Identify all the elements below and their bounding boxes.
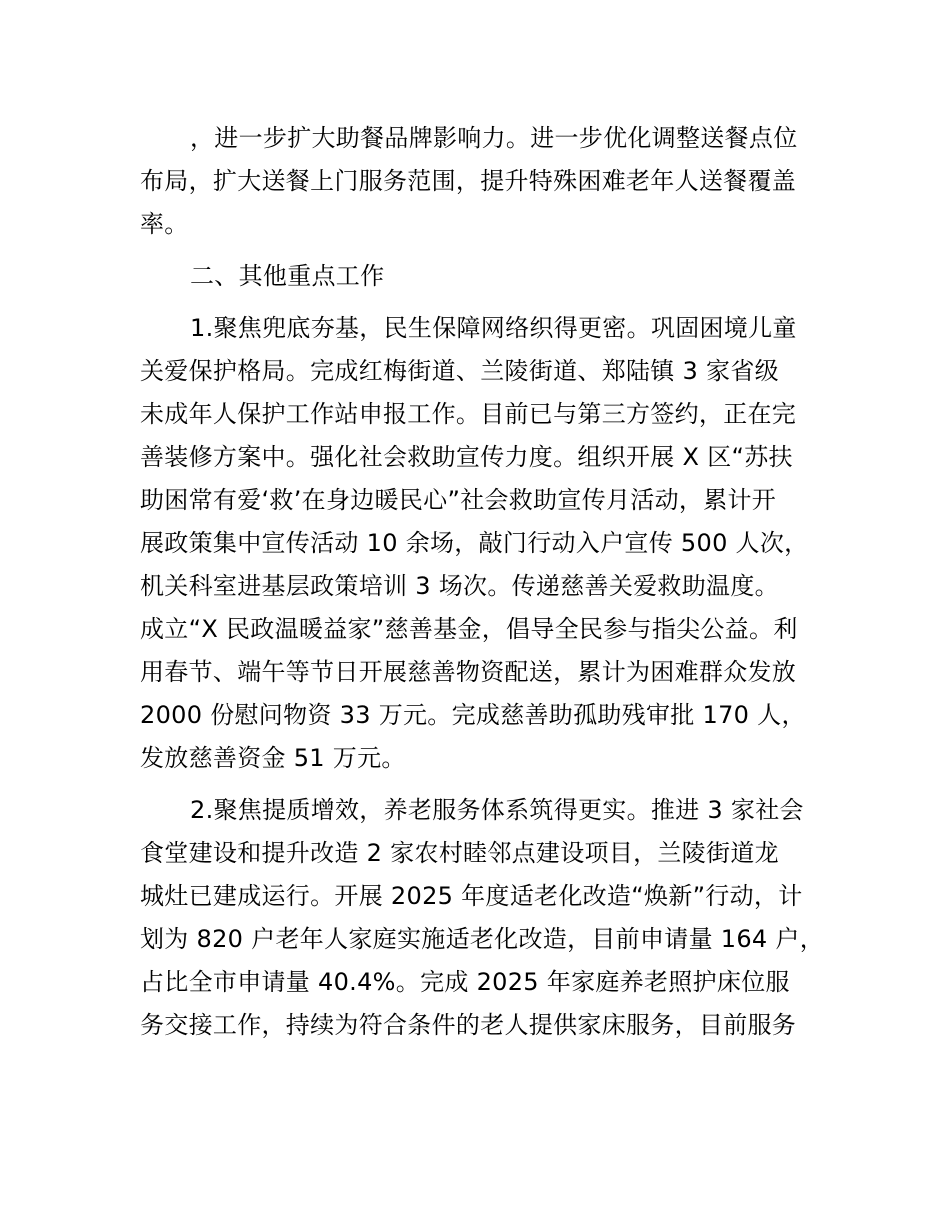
text-line: 率。 [140, 210, 189, 238]
text-line: 城灶已建成运行。开展 2025 年度适老化改造“焕新”行动，计 [140, 882, 803, 910]
section-heading [140, 255, 820, 298]
text-line: 占比全市申请量 40.4%。完成 2025 年家庭养老照护床位服 [140, 968, 790, 996]
text-line: 务交接工作，持续为符合条件的老人提供家床服务，目前服务 [140, 1011, 797, 1039]
paragraph-item-1 [140, 307, 820, 780]
text-line: 发放慈善资金 51 万元。 [140, 744, 406, 772]
text-line: 关爱保护格局。完成红梅街道、兰陵街道、郑陆镇 3 家省级 [140, 357, 779, 385]
text-line: 2000 份慰问物资 33 万元。完成慈善助孤助残审批 170 人， [140, 701, 806, 729]
text-line: 用春节、端午等节日开展慈善物资配送，累计为困难群众发放 [140, 658, 797, 686]
paragraph-meal-service [140, 117, 820, 246]
text-line: 食堂建设和提升改造 2 家农村睦邻点建设项目，兰陵街道龙 [140, 839, 779, 867]
text-line: ，进一步扩大助餐品牌影响力。进一步优化调整送餐点位 [190, 124, 798, 152]
text-line: 机关科室进基层政策培训 3 场次。传递慈善关爱救助温度。 [140, 572, 779, 600]
text-line: 未成年人保护工作站申报工作。目前已与第三方签约，正在完 [140, 400, 797, 428]
text-line: 1.聚焦兜底夯基，民生保障网络织得更密。巩固困境儿童 [190, 314, 797, 342]
text-line: 2.聚焦提质增效，养老服务体系筑得更实。推进 3 家社会 [190, 796, 804, 824]
text-line: 助困常有爱‘救’在身边暖民心”社会救助宣传月活动，累计开 [140, 486, 777, 514]
text-line: 成立“X 民政温暖益家”慈善基金，倡导全民参与指尖公益。利 [140, 615, 798, 643]
text-line: 展政策集中宣传活动 10 余场，敲门行动入户宣传 500 人次， [140, 529, 809, 557]
paragraph-item-2 [140, 789, 825, 1047]
text-line: 布局，扩大送餐上门服务范围，提升特殊困难老年人送餐覆盖 [140, 167, 797, 195]
text-line: 善装修方案中。强化社会救助宣传力度。组织开展 X 区“苏扶 [140, 443, 793, 471]
text-line: 划为 820 户老年人家庭实施适老化改造，目前申请量 164 户， [140, 925, 825, 953]
heading-text: 二、其他重点工作 [190, 262, 385, 290]
document-body [140, 117, 825, 1047]
